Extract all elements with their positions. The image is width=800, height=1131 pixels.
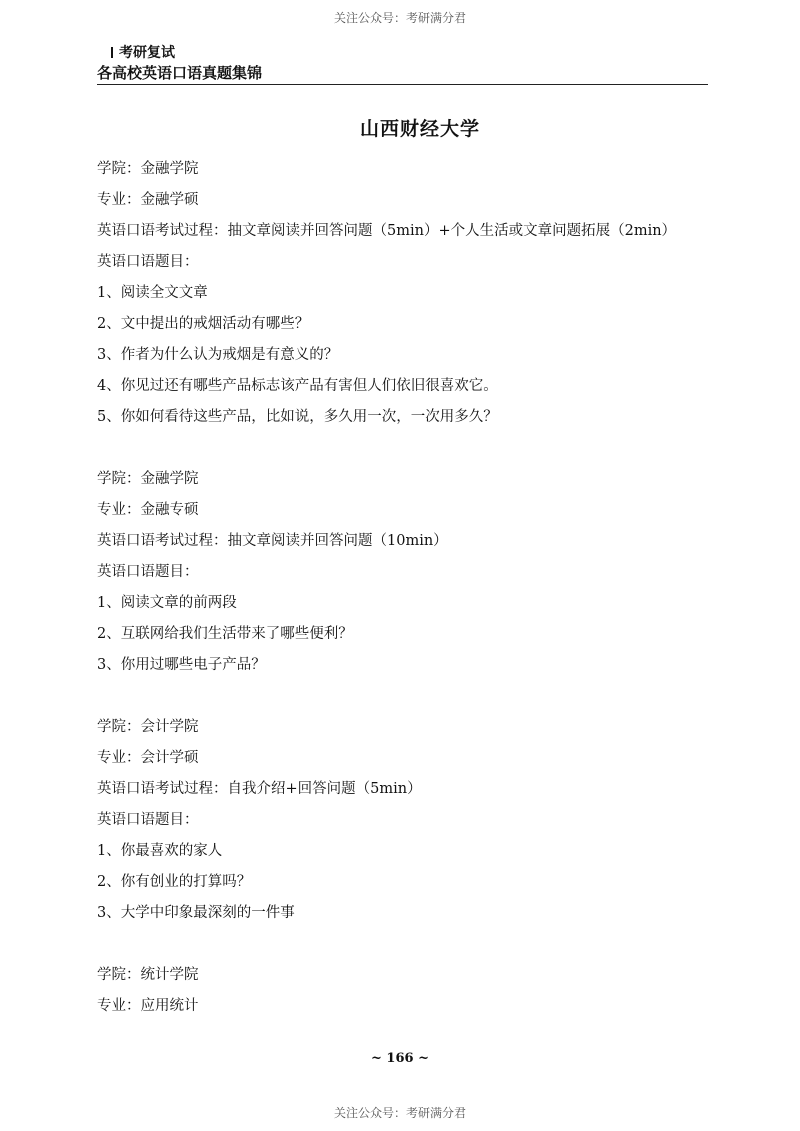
college-line: 学院：会计学院: [97, 719, 199, 735]
major-line: 专业：应用统计: [97, 998, 199, 1014]
process-line: 英语口语考试过程：抽文章阅读并回答问题（5min）+个人生活或文章问题拓展（2min）: [97, 223, 677, 239]
header-rule: [97, 84, 708, 85]
page-number: ~ 166 ~: [371, 1051, 429, 1066]
question-item: 1、你最喜欢的家人: [97, 843, 223, 859]
question-item: 3、作者为什么认为戒烟是有意义的？: [97, 347, 339, 363]
question-item: 2、文中提出的戒烟活动有哪些？: [97, 316, 310, 332]
document-body: [97, 154, 737, 1022]
section-finance-professional: [97, 464, 737, 681]
college-line: 学院：金融学院: [97, 161, 199, 177]
process-line: 英语口语考试过程：抽文章阅读并回答问题（10min）: [97, 533, 448, 549]
question-item: 1、阅读全文文章: [97, 285, 208, 301]
question-item: 5、你如何看待这些产品，比如说，多久用一次，一次用多久？: [97, 409, 498, 425]
watermark-top: 关注公众号：考研满分君: [333, 11, 466, 25]
section-accounting: [97, 712, 737, 929]
question-item: 2、互联网给我们生活带来了哪些便利？: [97, 626, 353, 642]
question-item: 2、你有创业的打算吗？: [97, 874, 252, 890]
question-item: 1、阅读文章的前两段: [97, 595, 237, 611]
section-statistics: [97, 960, 737, 1022]
section-gap: [97, 929, 737, 960]
header-book-title: 各高校英语口语真题集锦: [97, 64, 263, 82]
header-subtitle: [97, 44, 708, 62]
header-subtitle-text: 考研复试: [119, 45, 175, 61]
running-header: [97, 44, 708, 83]
major-line: 专业：金融专硕: [97, 502, 199, 518]
college-line: 学院：统计学院: [97, 967, 199, 983]
major-line: 专业：会计学硕: [97, 750, 199, 766]
section-gap: [97, 433, 737, 464]
section-finance-academic: [97, 154, 737, 433]
section-gap: [97, 681, 737, 712]
questions-label: 英语口语题目：: [97, 812, 199, 828]
watermark-bottom: 关注公众号：考研满分君: [333, 1106, 466, 1120]
question-item: 4、你见过还有哪些产品标志该产品有害但人们依旧很喜欢它。: [97, 378, 498, 394]
questions-label: 英语口语题目：: [97, 564, 199, 580]
college-line: 学院：金融学院: [97, 471, 199, 487]
major-line: 专业：金融学硕: [97, 192, 199, 208]
page-title: 山西财经大学: [359, 118, 480, 140]
question-item: 3、大学中印象最深刻的一件事: [97, 905, 295, 921]
process-line: 英语口语考试过程：自我介绍+回答问题（5min）: [97, 781, 422, 797]
question-item: 3、你用过哪些电子产品？: [97, 657, 266, 673]
questions-label: 英语口语题目：: [97, 254, 199, 270]
header-mark: [111, 47, 113, 58]
